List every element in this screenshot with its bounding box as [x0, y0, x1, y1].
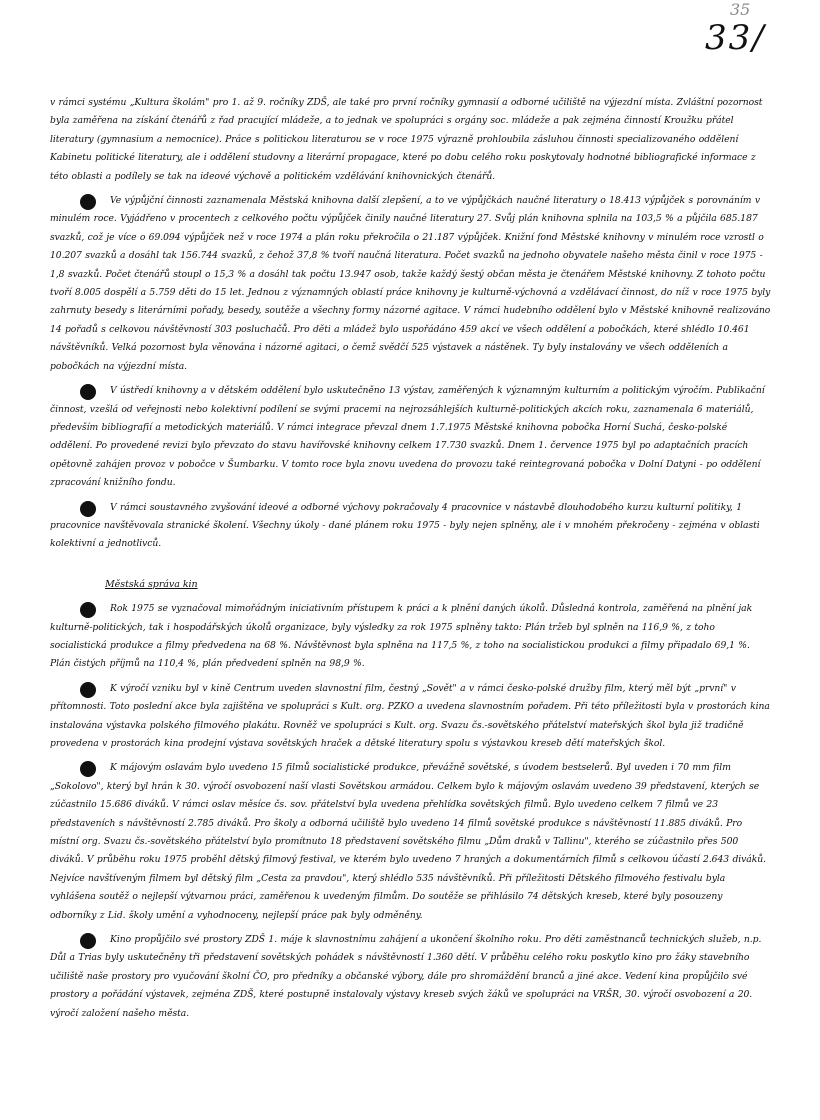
paragraph-4: [50, 499, 772, 554]
bullet-icon: [80, 933, 96, 949]
page-number-main: 33/: [705, 18, 766, 58]
paragraph-6: [50, 680, 772, 754]
page-number-small: 35: [730, 0, 751, 19]
bullet-icon: [80, 682, 96, 698]
paragraph-8-text: Kino propůjčilo své prostory ZDŠ 1. máje k slavnostnímu zahájení a ukončení školního roku. Pro děti zaměstnanců technických služeb, n.p. Důl a Trias byly uskutečněny tři představení sovětských pohádek s návštěvností 1.360 dětí. V průběhu celého roku poskytlo kino pro žáky stavebního učiliště naše prostory pro vyučování školní ČO, pro předníky a občanské výbory, dále pro shromáždění branců a jiné akce. Vedení kina propůjčilo své prostory a pořádání výstavek, zejména ZDŠ, které postupně instalovaly výstavy kreseb svých žáků ve spolupráci na VRŠR, 30. výročí osvobození a 20. výročí založení našeho města.: [50, 934, 762, 1019]
paragraph-7: [50, 759, 772, 925]
section-title: Městská správa kin: [105, 578, 198, 590]
paragraph-2-text: Ve výpůjční činnosti zaznamenala Městská knihovna další zlepšení, a to ve výpůjčkách naučné literatury o 18.413 výpůjček s porovnáním v minulém roce. Vyjádřeno v procentech z celkového počtu výpůjček činily naučné literatury 27. Svůj plán knihovna splnila na 103,5 % a půjčila 685.187 svazků, což je více o 69.094 výpůjček než v roce 1974 a plán roku překročila o 21.187 výpůjček. Knižní fond Městské knihovny v minulém roce vzrostl o 10.207 svazků a dosáhl tak 156.744 svazků, z čehož 37,8 % tvoří naučná literatura. Počet svazků na jednoho obyvatele našeho města činil v roce 1975 - 1,8 svazků. Počet čtenářů stoupl o 15,3 % a dosáhl tak počtu 13.947 osob, takže každý šestý občan města je čtenářem Městské knihovny. Z tohoto počtu tvoří 8.005 dospělí a 5.759 děti do 15 let. Jednou z významných oblastí práce knihovny je kulturně-výchovná a vzdělávací činnost, do níž v roce 1975 byly zahrnuty besedy s literárními pořady, besedy, soutěže a všechny formy názorné agitace. V rámci hudebního oddělení bylo v Městské knihovně realizováno 14 pořadů s celkovou návštěvností 303 posluchačů. Pro děti a mládež bylo uspořádáno 459 akcí ve všech oddělení a pobočkách, které shlédlo 10.461 návštěvníků. Velká pozornost byla věnována i názorné agitaci, o čemž svědčí 525 výstavek a nástěnek. Ty byly instalovány ve všech odděleních a pobočkách na výjezdní místa.: [50, 195, 771, 372]
paragraph-6-text: K výročí vzniku byl v kině Centrum uveden slavnostní film, čestný „Sovět" a v rámci česko-polské družby film, který měl být „první" v přítomnosti. Toto poslední akce byla zajištěna ve spolupráci s Kult. org. PZKO a uvedena slavnostním pořadem. Při této příležitosti byla v prostorách kina instalována výstavka polského filmového plakátu. Rovněž ve spolupráci s Kult. org. Svazu čs.-sovětského přátelství mateřských škol byla již tradičně provedena v prostorách kina prodejní výstava sovětských hraček a dětské literatury spolu s výstavkou kreseb dětí mateřských škol.: [50, 682, 770, 749]
paragraph-2: [50, 192, 772, 376]
paragraph-7-text: K májovým oslavám bylo uvedeno 15 filmů socialistické produkce, převážně sovětské, s úvodem bestselerů. Byl uveden i 70 mm film „Sokolovo", který byl hrán k 30. výročí osvobození naší vlasti Sovětskou armádou. Celkem bylo k májovým oslavám uvedeno 39 představení, kterých se zúčastnilo 15.686 diváků. V rámci oslav měsíce čs. sov. přátelství byla uvedena přehlídka sovětských filmů. Bylo uvedeno celkem 7 filmů ve 23 představeních s návštěvností 2.785 diváků. Pro školy a odborná učiliště bylo uvedeno 14 filmů sovětské produkce s návštěvností 11.885 diváků. Pro místní org. Svazu čs.-sovětského přátelství bylo promítnuto 18 představení sovětského filmu „Dům draků v Tallinu", kterého se zúčastnilo přes 500 diváků. V průběhu roku 1975 proběhl dětský filmový festival, ve kterém bylo uvedeno 7 hraných a dokumentárních filmů s celkovou účastí 2.643 diváků. Nejvíce navštíveným filmem byl dětský film „Cesta za pravdou", který shlédlo 535 návštěvníků. Při příležitosti Dětského filmového festivalu byla vyhlášena soutěž o nejlepší výtvarnou práci, zaměřenou k uvedeným filmům. Do soutěže se přihlásilo 74 dětských kreseb, které byly posouzeny odborníky z Lid. školy umění a vyhodnoceny, nejlepší práce pak byly odměněny.: [50, 762, 766, 921]
bullet-icon: [80, 761, 96, 777]
paragraph-3-text: V ústředí knihovny a v dětském oddělení bylo uskutečněno 13 výstav, zaměřených k významným kulturním a politickým výročím. Publikační činnost, vzešlá od veřejnosti nebo kolektivní podílení se svými pracemi na nejrozsáhlejších kulturně-politických akcích roku, zaznamenala 6 materiálů, především bibliografií a metodických materiálů. V rámci integrace převzal dnem 1.7.1975 Městské knihovna pobočka Horní Suchá, česko-polské oddělení. Po provedené revizi bylo převzato do stavu havířovské knihovny celkem 17.730 svazků. Dnem 1. července 1975 byl po adaptačních pracích opětovně zahájen provoz v pobočce v Šumbarku. V tomto roce byla znovu uvedena do provozu také reintegrovaná pobočka v Dolní Datyni - po oddělení zpracování knižního fondu.: [50, 385, 765, 489]
paragraph-5-text: Rok 1975 se vyznačoval mimořádným iniciativním přístupem k práci a k plnění daných úkolů. Důsledná kontrola, zaměřená na plnění jak kulturně-politických, tak i hospodářských úkolů organizace, byly výsledky za rok 1975 splněny takto: Plán tržeb byl splněn na 116,9 %, z toho socialistická produkce a filmy předvedena na 68 %. Návštěvnost byla splněna na 117,5 %, z toho na socialistickou produkci a filmy připadalo 69,1 %. Plán čistých příjmů na 110,4 %, plán předvedení splněn na 98,9 %.: [50, 603, 753, 670]
document-body: [50, 94, 772, 1023]
bullet-icon: [80, 194, 96, 210]
paragraph-8: [50, 931, 772, 1023]
paragraph-5: [50, 600, 772, 674]
bullet-icon: [80, 384, 96, 400]
paragraph-1: v rámci systému „Kultura školám" pro 1. až 9. ročníky ZDŠ, ale také pro první ročníky gymnasií a odborné učiliště na výjezdní místa. Zvláštní pozornost byla zaměřena na získání čtenářů z řad pracující mládeže, a to jednak ve spolupráci s orgány soc. mládeže a pak zejména činností Kroužku přátel literatury (gymnasium a nemocnice). Práce s politickou literaturou se v roce 1975 výrazně prohloubila zásluhou činnosti specializovaného oddělení Kabinetu politické literatury, ale i oddělení studovny a literární propagace, které po dobu celého roku poskytovaly hodnotné bibliografické informace z této oblasti a podílely se tak na ideové výchově a politickém vzdělávání knihovnických čtenářů.: [50, 97, 763, 182]
bullet-icon: [80, 602, 96, 618]
paragraph-4-text: V rámci soustavného zvyšování ideové a odborné výchovy pokračovaly 4 pracovnice v nástavbě dlouhodobého kurzu kulturní politiky, 1 pracovnice navštěvovala stranické školení. Všechny úkoly - dané plánem roku 1975 - byly nejen splněny, ale i v mnohém překročeny - zejména v oblasti kolektivní a jednotlivců.: [50, 501, 760, 550]
paragraph-3: [50, 382, 772, 492]
bullet-icon: [80, 501, 96, 517]
